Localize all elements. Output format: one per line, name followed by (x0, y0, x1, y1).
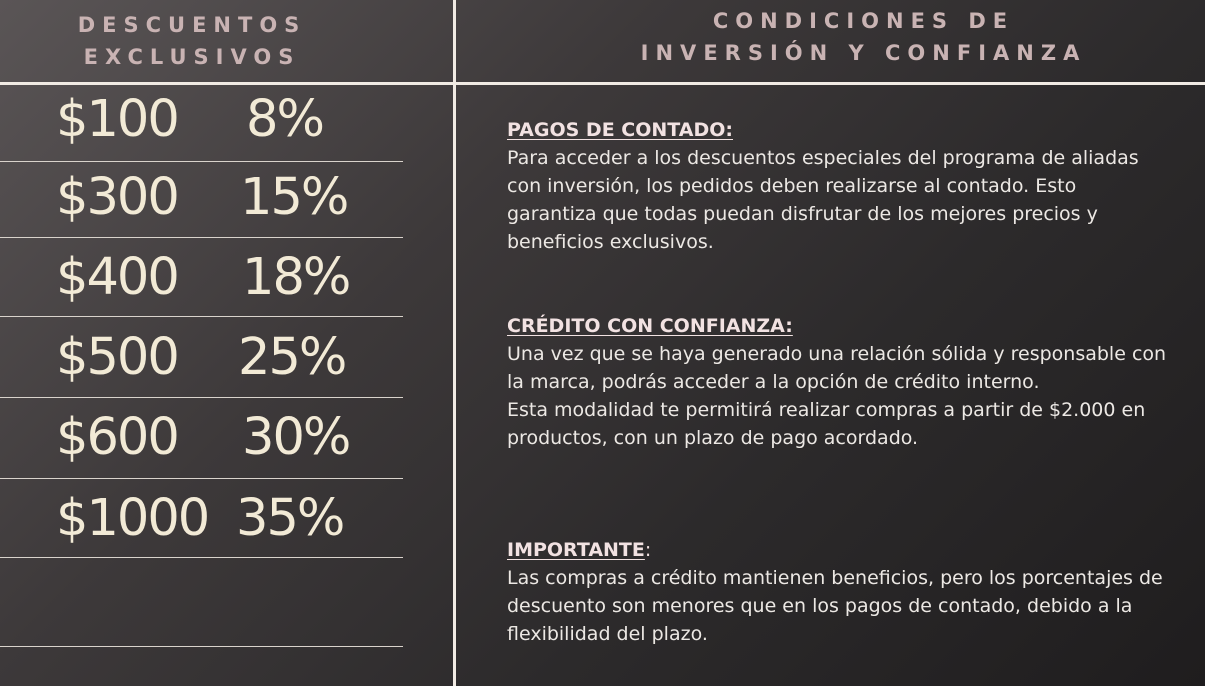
tier-amount: $1000 (56, 489, 209, 548)
credit-section (507, 312, 1167, 452)
credit-text: Una vez que se haya generado una relación sólida y responsable con la marca, podrás acceder a la opción de crédito interno. (507, 343, 1167, 393)
tier-discount: 18% (242, 248, 350, 307)
cash-payments-text: Para acceder a los descuentos especiales del programa de aliadas con inversión, los pedidos deben realizarse al contado. Esto garantiza que todas puedan disfrutar de los mejores precios y beneficios exclusivos. (507, 147, 1139, 253)
tier-amount: $100 (56, 90, 178, 149)
row-divider (0, 646, 403, 647)
row-divider (0, 237, 403, 238)
row-divider (0, 557, 403, 558)
tier-discount: 8% (246, 90, 323, 149)
cash-payments-title: PAGOS DE CONTADO: (507, 119, 734, 141)
cash-payments-section (507, 116, 1167, 256)
tier-amount: $300 (56, 168, 178, 227)
tier-discount: 15% (240, 168, 348, 227)
important-title: IMPORTANTE (507, 539, 645, 561)
discounts-heading (0, 9, 384, 73)
conditions-heading-line2: INVERSIÓN Y CONFIANZA (640, 41, 1087, 65)
tier-discount: 35% (236, 489, 344, 548)
vertical-divider (453, 0, 456, 686)
important-text: Las compras a crédito mantienen beneficios, pero los porcentajes de descuento son menores que en los pagos de contado, debido a la flexibilidad del plazo. (507, 567, 1163, 645)
row-divider (0, 316, 403, 317)
conditions-heading-line1: CONDICIONES DE (712, 9, 1015, 33)
tier-discount: 30% (242, 408, 350, 467)
horizontal-divider (0, 82, 1205, 85)
tier-amount: $400 (56, 248, 178, 307)
row-divider (0, 478, 403, 479)
important-colon: : (644, 539, 652, 561)
credit-title: CRÉDITO CON CONFIANZA: (507, 315, 793, 337)
discounts-heading-line1: DESCUENTOS (77, 13, 307, 37)
conditions-heading (540, 5, 1187, 69)
credit-text-2: Esta modalidad te permitirá realizar compras a partir de $2.000 en productos, con un plazo de pago acordado. (507, 399, 1146, 449)
tier-discount: 25% (238, 328, 346, 387)
row-divider (0, 397, 403, 398)
tier-amount: $500 (56, 328, 178, 387)
row-divider (0, 161, 403, 162)
important-section (507, 536, 1167, 648)
tier-amount: $600 (56, 408, 178, 467)
discounts-heading-line2: EXCLUSIVOS (83, 45, 301, 69)
